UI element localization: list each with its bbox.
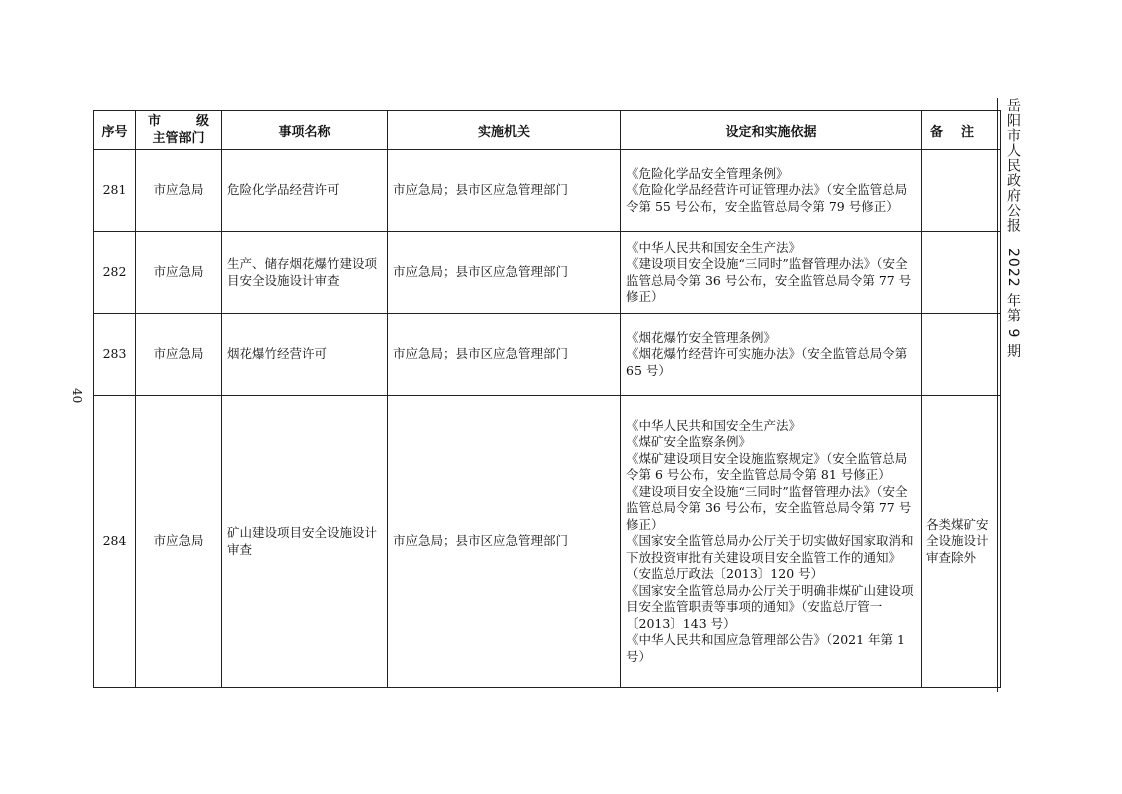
table-row	[94, 314, 1001, 396]
row-note: 各类煤矿安全设施设计审查除外	[922, 396, 1001, 688]
row-agency: 市应急局；县市区应急管理部门	[388, 232, 621, 314]
basis-line: 《建设项目安全设施“三同时”监督管理办法》（安全监管总局令第 36 号公布，安全监管总局令第 77 号修正）	[626, 483, 912, 532]
basis-line: 《危险化学品经营许可证管理办法》（安全监管总局令第 55 号公布，安全监管总局令第 79 号修正）	[626, 182, 908, 214]
header-index: 序号	[94, 111, 136, 150]
row-basis	[621, 314, 922, 396]
header-note	[922, 111, 1001, 150]
table-row	[94, 150, 1001, 232]
basis-line: 《煤矿安全监察条例》	[626, 434, 752, 450]
items-table	[93, 110, 1001, 688]
row-basis	[621, 232, 922, 314]
table-row	[94, 232, 1001, 314]
gazette-title: 岳阳市人民政府公报 2022 年第 9 期	[1005, 98, 1021, 359]
row-note	[922, 232, 1001, 314]
header-dept	[136, 111, 222, 150]
header-note-text: 备注	[929, 124, 992, 140]
header-dept-char-2: 级	[195, 114, 209, 129]
row-item: 危险化学品经营许可	[222, 150, 388, 232]
row-item: 矿山建设项目安全设施设计审查	[222, 396, 388, 688]
table-header-row	[94, 111, 1001, 150]
row-dept: 市应急局	[136, 396, 222, 688]
row-index: 282	[94, 232, 136, 314]
basis-line: 《国家安全监管总局办公厅关于明确非煤矿山建设项目安全监管职责等事项的通知》（安监总厅管一〔2013〕143 号）	[626, 582, 914, 631]
basis-line: 《烟花爆竹安全管理条例》	[626, 329, 777, 345]
header-agency: 实施机关	[388, 111, 621, 150]
row-agency: 市应急局；县市区应急管理部门	[388, 150, 621, 232]
row-item: 烟花爆竹经营许可	[222, 314, 388, 396]
row-index: 281	[94, 150, 136, 232]
basis-line: 《中华人民共和国应急管理部公告》（2021 年第 1 号）	[626, 632, 905, 664]
row-note	[922, 314, 1001, 396]
row-dept: 市应急局	[136, 150, 222, 232]
basis-line: 《中华人民共和国安全生产法》	[626, 417, 802, 433]
row-agency: 市应急局；县市区应急管理部门	[388, 314, 621, 396]
page-number: 40	[70, 388, 84, 404]
row-dept: 市应急局	[136, 314, 222, 396]
row-dept: 市应急局	[136, 232, 222, 314]
header-dept-char-1: 市	[148, 114, 162, 129]
row-basis	[621, 396, 922, 688]
basis-line: 《国家安全监管总局办公厅关于切实做好国家取消和下放投资审批有关建设项目安全监管工作的通知》（安监总厅政法〔2013〕120 号）	[626, 533, 914, 582]
basis-line: 《中华人民共和国安全生产法》	[626, 239, 802, 255]
header-basis: 设定和实施依据	[621, 111, 922, 150]
row-basis	[621, 150, 922, 232]
basis-line: 《危险化学品安全管理条例》	[626, 165, 789, 181]
basis-line: 《煤矿建设项目安全设施监察规定》（安全监管总局令第 6 号公布，安全监管总局令第 81 号修正）	[626, 450, 908, 483]
row-note	[922, 150, 1001, 232]
basis-line: 《烟花爆竹经营许可实施办法》（安全监管总局令第 65 号）	[626, 346, 908, 378]
row-index: 284	[94, 396, 136, 688]
basis-line: 《建设项目安全设施“三同时”监督管理办法》（安全监管总局令第 36 号公布，安全监管总局令第 77 号修正）	[626, 256, 912, 304]
row-agency: 市应急局；县市区应急管理部门	[388, 396, 621, 688]
header-item: 事项名称	[222, 111, 388, 150]
row-item: 生产、储存烟花爆竹建设项目安全设施设计审查	[222, 232, 388, 314]
table-row	[94, 396, 1001, 688]
header-dept-line2: 主管部门	[152, 131, 205, 146]
row-index: 283	[94, 314, 136, 396]
